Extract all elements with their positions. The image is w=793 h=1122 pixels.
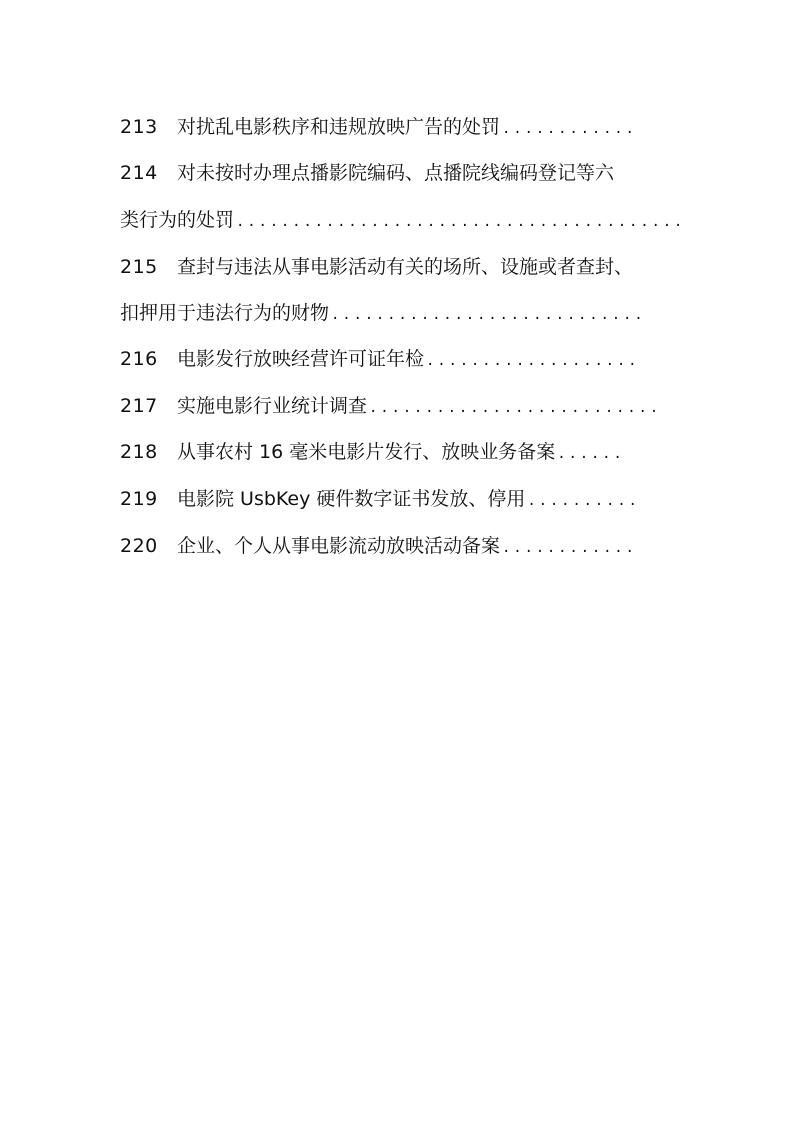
toc-entry-number: 217	[120, 395, 158, 417]
toc-entry-title: 类行为的处罚	[120, 209, 235, 231]
toc-entry-214-continuation[interactable]	[120, 204, 685, 236]
toc-leader-dots: ..........................	[369, 400, 661, 416]
toc-leader-dots: ............	[502, 540, 637, 556]
toc-entry-title: 企业、个人从事电影流动放映活动备案	[177, 535, 501, 557]
toc-leader-dots: ......	[557, 446, 625, 462]
toc-entry-219[interactable]	[120, 483, 640, 515]
toc-entry-number: 220	[120, 535, 158, 557]
toc-entry-217[interactable]	[120, 390, 661, 422]
toc-entry-number: 219	[120, 488, 158, 510]
toc-entry-number: 216	[120, 348, 158, 370]
toc-entry-number: 215	[120, 256, 158, 278]
toc-entry-title: 从事农村 16 毫米电影片发行、放映业务备案	[177, 441, 556, 463]
toc-entry-title: 查封与违法从事电影活动有关的场所、设施或者查封、	[177, 256, 634, 278]
toc-entry-number: 213	[120, 116, 158, 138]
toc-entry-216[interactable]	[120, 343, 639, 375]
toc-entry-title: 电影院 UsbKey 硬件数字证书发放、停用	[177, 488, 526, 510]
toc-leader-dots: ............................	[331, 307, 646, 323]
toc-leader-dots: ...................	[426, 353, 640, 369]
toc-entry-220[interactable]	[120, 530, 637, 562]
toc-entry-214[interactable]	[120, 157, 614, 189]
toc-entry-title: 扣押用于违法行为的财物	[120, 302, 330, 324]
toc-entry-number: 214	[120, 162, 158, 184]
toc-entry-218[interactable]	[120, 436, 625, 468]
toc-entry-title: 对扰乱电影秩序和违规放映广告的处罚	[177, 116, 501, 138]
toc-entry-215-continuation[interactable]	[120, 297, 645, 329]
toc-entry-215[interactable]	[120, 251, 633, 283]
toc-leader-dots: ............	[502, 121, 637, 137]
toc-leader-dots: ........................................	[236, 214, 686, 230]
toc-entry-title: 实施电影行业统计调查	[177, 395, 368, 417]
toc-entry-title: 对未按时办理点播影院编码、点播院线编码登记等六	[177, 162, 615, 184]
toc-leader-dots: ..........	[527, 493, 640, 509]
toc-entry-title: 电影发行放映经营许可证年检	[177, 348, 425, 370]
toc-entry-213[interactable]	[120, 111, 637, 143]
toc-entry-number: 218	[120, 441, 158, 463]
